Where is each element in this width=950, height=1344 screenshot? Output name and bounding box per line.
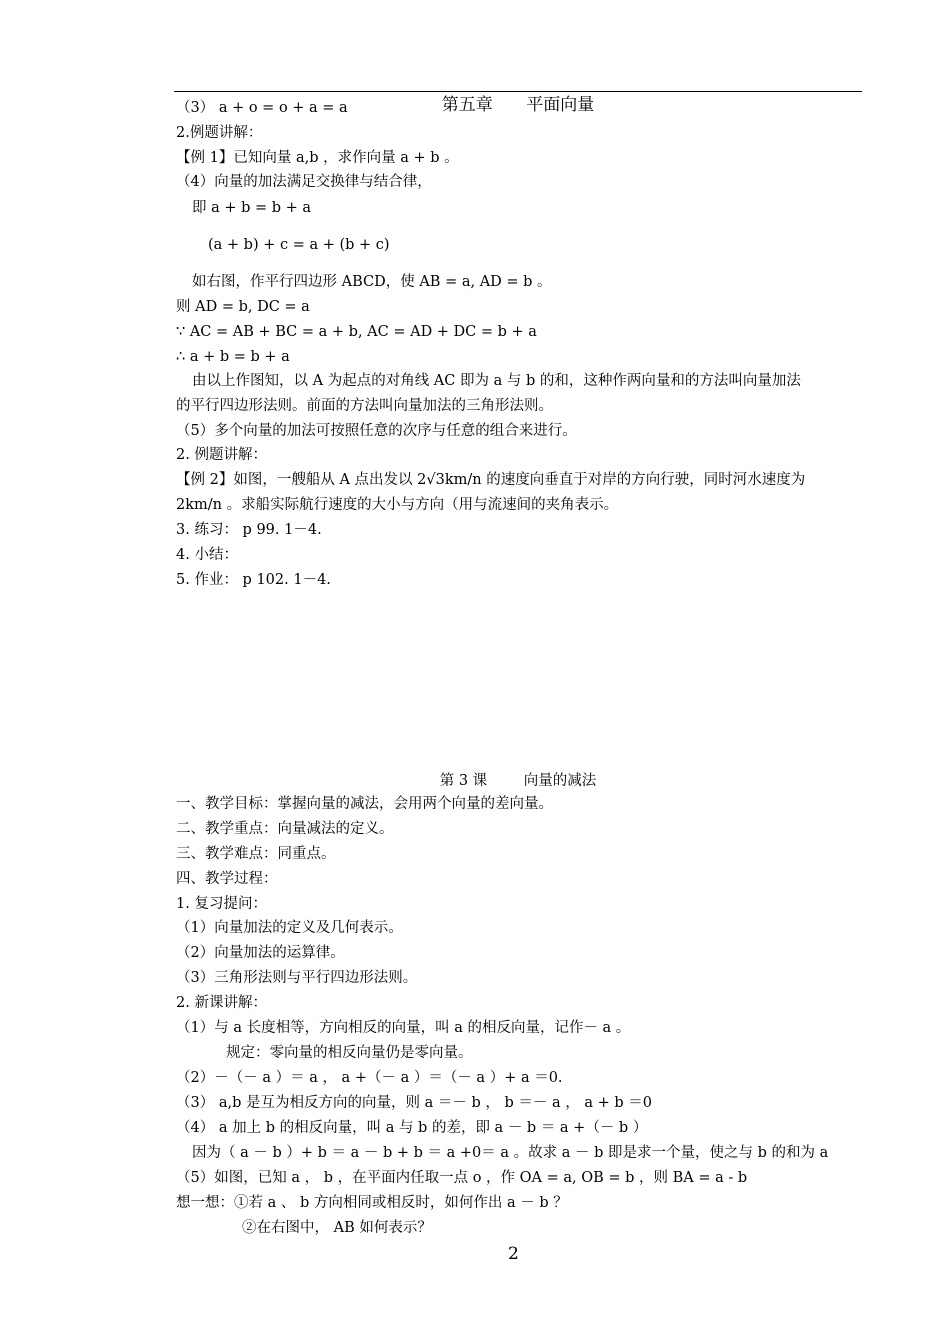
text-line: 【例 2】如图，一艘船从 A 点出发以 2√3km/n 的速度向垂直于对岸的方向行驶，同时河水速度为	[176, 472, 806, 488]
text-line: 1. 复习提问：	[176, 896, 267, 912]
text-line: (a + b) + c = a + (b + c)	[208, 237, 390, 253]
lesson-title	[176, 769, 860, 790]
text-line: （5）如图，已知 a ， b ，在平面内任取一点 o ，作 OA = a, OB = b ，则 BA = a - b	[176, 1170, 748, 1186]
text-line: ∵ AC = AB + BC = a + b, AC = AD + DC = b + a	[176, 324, 537, 340]
text-line: 四、教学过程：	[176, 871, 278, 887]
text-line: 4. 小结：	[176, 547, 238, 563]
text-line: （2）向量加法的运算律。	[176, 945, 345, 961]
text-line: 的平行四边形法则。前面的方法叫向量加法的三角形法则。	[176, 398, 553, 414]
text-line: 则 AD = b, DC = a	[176, 299, 310, 315]
text-line: 想一想：①若 a 、 b 方向相同或相反时，如何作出 a － b ？	[176, 1195, 568, 1211]
text-line: （1）向量加法的定义及几何表示。	[176, 920, 403, 936]
text-line: ②在右图中， AB 如何表示？	[242, 1220, 432, 1236]
text-line: 三、教学难点：同重点。	[176, 846, 336, 862]
text-line: （3）三角形法则与平行四边形法则。	[176, 970, 418, 986]
text-line: （1）与 a 长度相等，方向相反的向量，叫 a 的相反向量，记作－ a 。	[176, 1020, 631, 1036]
text-line: （3） a,b 是互为相反方向的向量，则 a ＝－ b ， b ＝－ a ， a + b ＝0	[176, 1095, 652, 1111]
text-line: 5. 作业： p 102. 1－4.	[176, 572, 331, 588]
text-line: 由以上作图知，以 A 为起点的对角线 AC 即为 a 与 b 的和，这种作两向量和的方法叫向量加法	[192, 373, 801, 389]
text-line: ∴ a + b = b + a	[176, 349, 290, 365]
chapter-title: 平面向量	[526, 95, 595, 115]
header-rule	[174, 91, 862, 92]
text-line: 2km/n 。求船实际航行速度的大小与方向（用与流速间的夹角表示。	[176, 497, 619, 513]
text-line: （5）多个向量的加法可按照任意的次序与任意的组合来进行。	[176, 423, 577, 439]
text-line: 如右图，作平行四边形 ABCD，使 AB = a, AD = b 。	[192, 274, 552, 290]
text-line: 2. 例题讲解：	[176, 447, 267, 463]
text-line: （4） a 加上 b 的相反向量，叫 a 与 b 的差，即 a － b ＝ a +（－ b ）	[176, 1120, 648, 1136]
text-line: 即 a + b = b + a	[192, 200, 312, 216]
page-number: 2	[508, 1244, 519, 1264]
text-line: 规定：零向量的相反向量仍是零向量。	[226, 1045, 473, 1061]
text-line: 2. 新课讲解：	[176, 995, 267, 1011]
text-line: （3） a + o = o + a = a	[176, 100, 348, 116]
text-line: （2）－（－ a ）＝ a ， a +（－ a ）＝（－ a ）+ a ＝0.	[176, 1070, 563, 1086]
lesson-topic: 向量的减法	[523, 773, 597, 789]
lesson-number: 第 3 课	[439, 773, 488, 789]
text-line: 因为（ a － b ）+ b ＝ a － b + b ＝ a +0＝ a 。故求 a － b 即是求一个量，使之与 b 的和为 a	[192, 1145, 829, 1161]
text-line: 3. 练习： p 99. 1－4.	[176, 522, 322, 538]
text-line: 【例 1】已知向量 a,b ，求作向量 a + b 。	[176, 150, 459, 166]
text-line: 2.例题讲解：	[176, 125, 263, 141]
text-line: 一、教学目标：掌握向量的减法，会用两个向量的差向量。	[176, 796, 553, 812]
text-line: （4）向量的加法满足交换律与结合律，	[176, 174, 432, 190]
text-line: 二、教学重点：向量减法的定义。	[176, 821, 394, 837]
chapter-label: 第五章	[441, 95, 493, 115]
